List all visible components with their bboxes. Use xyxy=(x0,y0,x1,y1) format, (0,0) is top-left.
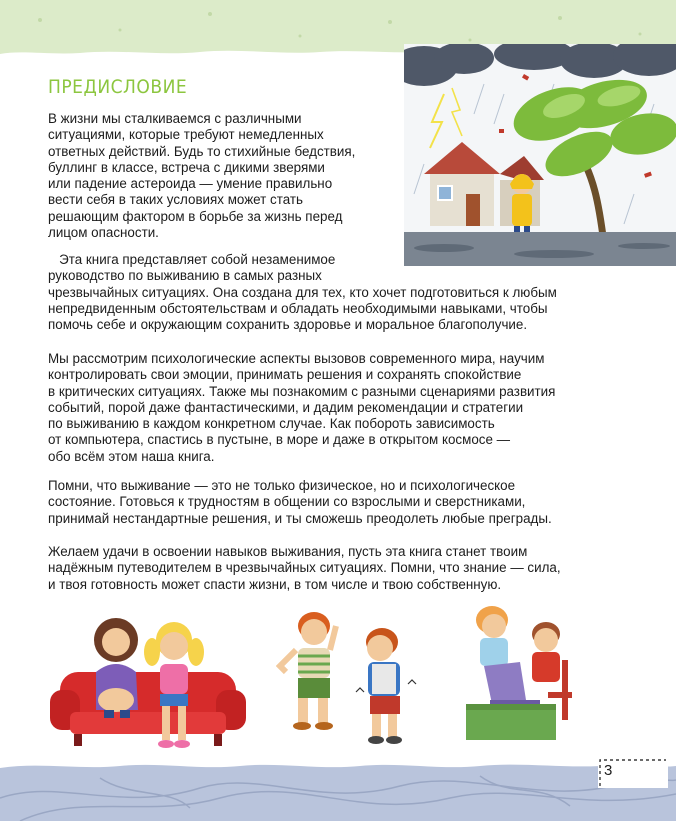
paragraph-book-purpose: Эта книга представляет собой незаменимое руководство по выживанию в самых разных чрезвычайных ситуациях. Она создана для тех, кто хочет подготовиться к любым непредвиденным обстоятельствам и обладать необходимыми навыками, чтобы помочь себе и окружающим сохранить здоровье и моральное благополучие. xyxy=(48,252,557,333)
bottom-decorative-band xyxy=(0,758,676,821)
paragraph-intro: В жизни мы сталкиваемся с различными ситуациями, которые требуют немедленных ответных действий. Будь то стихийные бедствия, буллинг в классе, встреча с дикими зверями или падение астероида — умение правильно вести себя в таких условиях может стать решающим фактором в борьбе за жизнь перед лицом опасности. xyxy=(48,111,356,241)
paragraph-closing: Желаем удачи в освоении навыков выживания, пусть эта книга станет твоим надёжным путеводителем в чрезвычайных ситуациях. Помни, что знание — сила, и твоя готовность может спасти жизни, в том числе и твою собственную. xyxy=(48,544,561,592)
paragraph-topics: Мы рассмотрим психологические аспекты вызовов современного мира, научим контролировать свои эмоции, принимать решения и сохранять спокойствие в критических ситуациях. Также мы познакомим с разными сценариями развития событий, порой даже фантастическими, и дадим рекомендации и стратегии по выживанию в каждом конкретном случае. Как побороть зависимость от компьютера, спастись в пустыне, в море и даже в открытом космосе — обо всём этом наша книга. xyxy=(48,351,556,464)
kids-at-computer-illustration xyxy=(462,604,582,744)
boys-unwell-illustration xyxy=(276,602,436,750)
page-title: ПРЕДИСЛОВИЕ xyxy=(48,76,188,98)
page-number: 3 xyxy=(604,762,613,779)
children-on-sofa-illustration xyxy=(46,612,248,752)
storm-house-child-illustration xyxy=(404,44,676,266)
paragraph-psychology: Помни, что выживание — это не только физическое, но и психологическое состояние. Готовься к трудностям в общении со взрослыми и сверстниками, принимай нестандартные решения, и ты сможешь преодолеть любые преграды. xyxy=(48,478,552,526)
